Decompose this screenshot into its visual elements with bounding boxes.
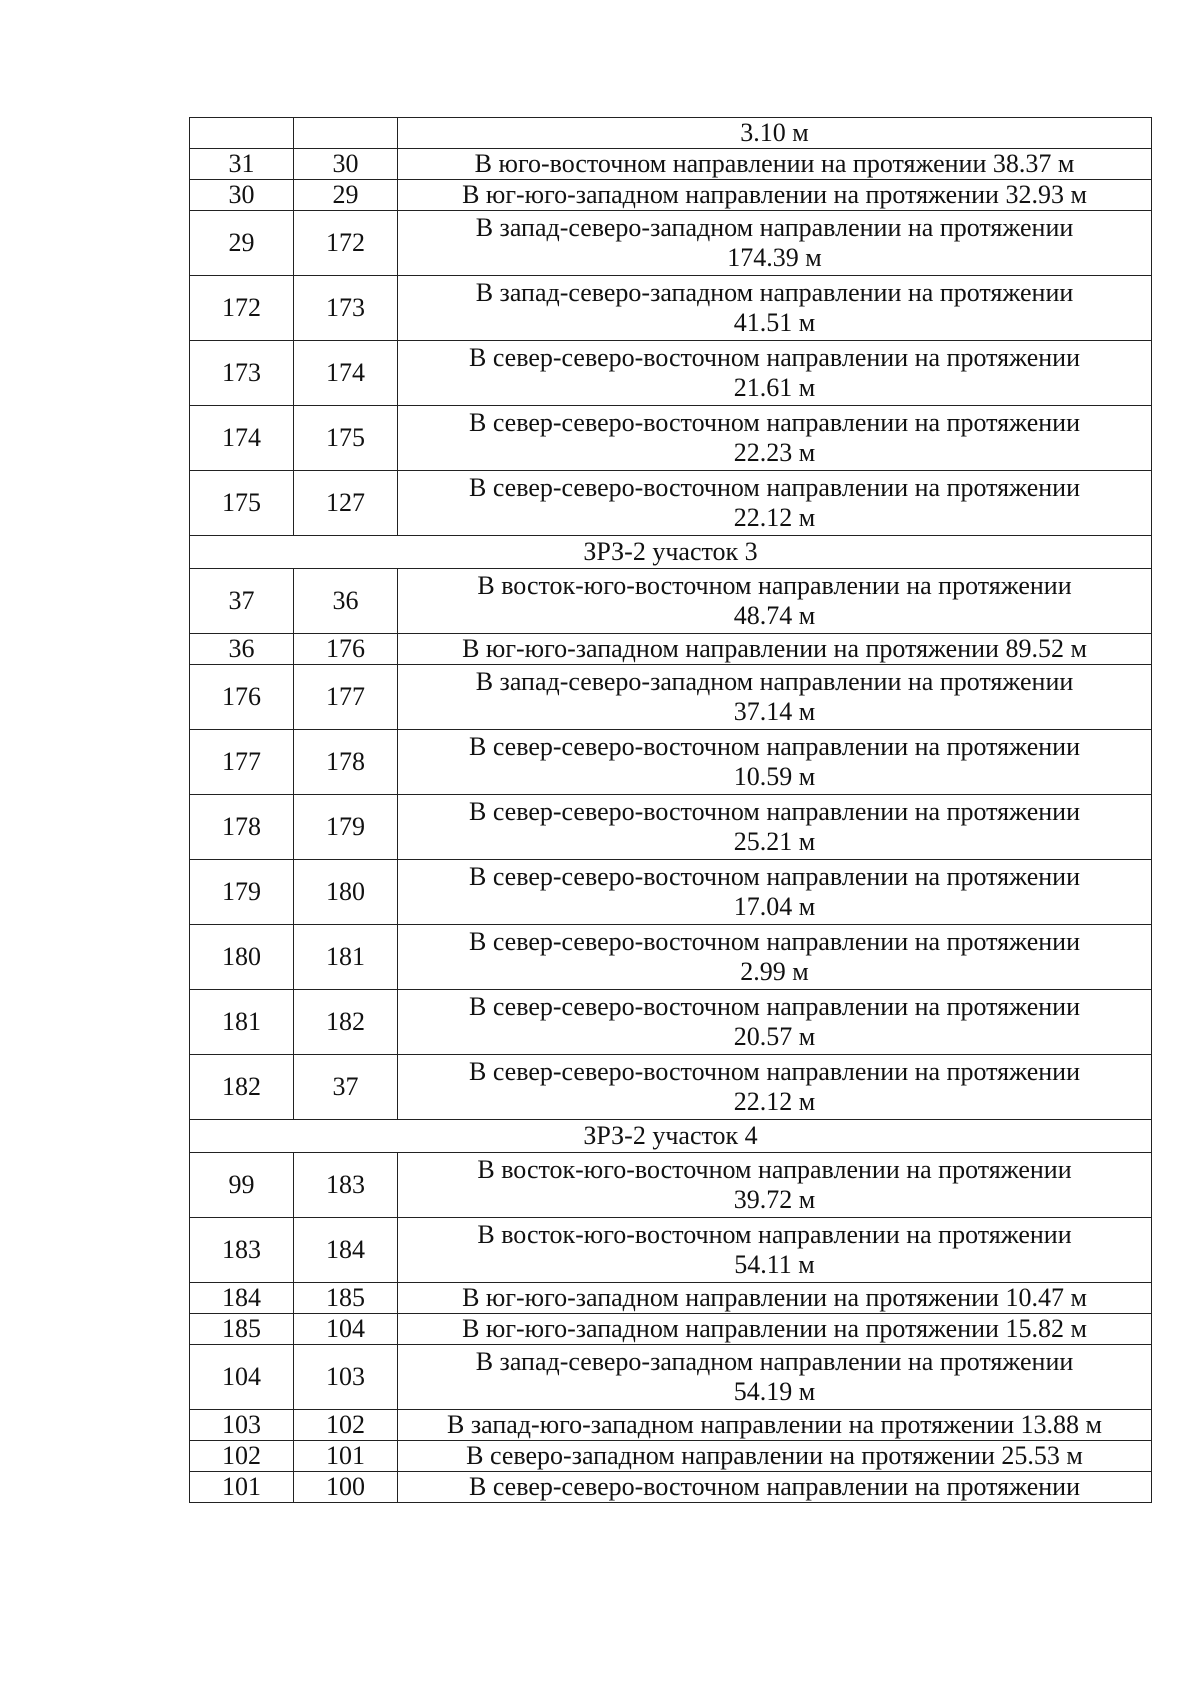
- table-row: [190, 860, 1152, 925]
- table-row: [190, 1218, 1152, 1283]
- boundary-description-cell: В север-северо-восточном направлении на протяжении: [398, 1472, 1152, 1503]
- section-title: ЗРЗ-2 участок 4: [190, 1120, 1152, 1153]
- to-point-cell: 184: [294, 1218, 398, 1283]
- table-row: [190, 149, 1152, 180]
- to-point-cell: [294, 118, 398, 149]
- table-row: [190, 1153, 1152, 1218]
- boundary-description-cell: 3.10 м: [398, 118, 1152, 149]
- from-point-cell: [190, 118, 294, 149]
- to-point-cell: 174: [294, 341, 398, 406]
- table-row: [190, 569, 1152, 634]
- to-point-cell: 102: [294, 1410, 398, 1441]
- to-point-cell: 175: [294, 406, 398, 471]
- table-row: [190, 1410, 1152, 1441]
- boundary-description-cell: В север-северо-восточном направлении на протяжении 21.61 м: [398, 341, 1152, 406]
- from-point-cell: 36: [190, 634, 294, 665]
- to-point-cell: 172: [294, 211, 398, 276]
- from-point-cell: 101: [190, 1472, 294, 1503]
- from-point-cell: 103: [190, 1410, 294, 1441]
- to-point-cell: 30: [294, 149, 398, 180]
- from-point-cell: 174: [190, 406, 294, 471]
- boundary-description-cell: В северо-западном направлении на протяжении 25.53 м: [398, 1441, 1152, 1472]
- table-row: [190, 276, 1152, 341]
- boundary-description-cell: В запад-юго-западном направлении на протяжении 13.88 м: [398, 1410, 1152, 1441]
- boundary-description-cell: В север-северо-восточном направлении на протяжении 20.57 м: [398, 990, 1152, 1055]
- from-point-cell: 176: [190, 665, 294, 730]
- to-point-cell: 176: [294, 634, 398, 665]
- section-header-row: [190, 1120, 1152, 1153]
- from-point-cell: 182: [190, 1055, 294, 1120]
- table-row: [190, 406, 1152, 471]
- to-point-cell: 177: [294, 665, 398, 730]
- boundary-description-cell: В юг-юго-западном направлении на протяжении 15.82 м: [398, 1314, 1152, 1345]
- from-point-cell: 31: [190, 149, 294, 180]
- table-row: [190, 990, 1152, 1055]
- from-point-cell: 183: [190, 1218, 294, 1283]
- to-point-cell: 101: [294, 1441, 398, 1472]
- boundary-description-cell: В север-северо-восточном направлении на протяжении 2.99 м: [398, 925, 1152, 990]
- from-point-cell: 172: [190, 276, 294, 341]
- from-point-cell: 104: [190, 1345, 294, 1410]
- boundary-description-cell: В запад-северо-западном направлении на протяжении 41.51 м: [398, 276, 1152, 341]
- boundary-description-cell: В север-северо-восточном направлении на протяжении 22.12 м: [398, 1055, 1152, 1120]
- from-point-cell: 184: [190, 1283, 294, 1314]
- table-row: [190, 341, 1152, 406]
- boundary-description-cell: В юг-юго-западном направлении на протяжении 32.93 м: [398, 180, 1152, 211]
- table-row: [190, 118, 1152, 149]
- table-row: [190, 795, 1152, 860]
- boundary-description-cell: В север-северо-восточном направлении на протяжении 22.12 м: [398, 471, 1152, 536]
- boundary-table: [189, 117, 1152, 1503]
- boundary-description-cell: В север-северо-восточном направлении на протяжении 22.23 м: [398, 406, 1152, 471]
- boundary-description-cell: В юг-юго-западном направлении на протяжении 10.47 м: [398, 1283, 1152, 1314]
- section-title: ЗРЗ-2 участок 3: [190, 536, 1152, 569]
- boundary-description-cell: В запад-северо-западном направлении на протяжении 37.14 м: [398, 665, 1152, 730]
- boundary-description-cell: В запад-северо-западном направлении на протяжении 174.39 м: [398, 211, 1152, 276]
- to-point-cell: 36: [294, 569, 398, 634]
- from-point-cell: 185: [190, 1314, 294, 1345]
- table-row: [190, 1283, 1152, 1314]
- to-point-cell: 173: [294, 276, 398, 341]
- table-row: [190, 180, 1152, 211]
- table-row: [190, 925, 1152, 990]
- table-row: [190, 1472, 1152, 1503]
- table-body: [190, 118, 1152, 1503]
- to-point-cell: 181: [294, 925, 398, 990]
- to-point-cell: 100: [294, 1472, 398, 1503]
- table-row: [190, 1055, 1152, 1120]
- from-point-cell: 179: [190, 860, 294, 925]
- section-header-row: [190, 536, 1152, 569]
- from-point-cell: 178: [190, 795, 294, 860]
- from-point-cell: 99: [190, 1153, 294, 1218]
- boundary-description-cell: В восток-юго-восточном направлении на протяжении 39.72 м: [398, 1153, 1152, 1218]
- to-point-cell: 180: [294, 860, 398, 925]
- to-point-cell: 103: [294, 1345, 398, 1410]
- boundary-description-cell: В юго-восточном направлении на протяжении 38.37 м: [398, 149, 1152, 180]
- to-point-cell: 182: [294, 990, 398, 1055]
- from-point-cell: 37: [190, 569, 294, 634]
- table-row: [190, 1345, 1152, 1410]
- table-row: [190, 1441, 1152, 1472]
- table-row: [190, 634, 1152, 665]
- to-point-cell: 29: [294, 180, 398, 211]
- table-row: [190, 211, 1152, 276]
- boundary-description-cell: В север-северо-восточном направлении на протяжении 10.59 м: [398, 730, 1152, 795]
- to-point-cell: 178: [294, 730, 398, 795]
- boundary-description-cell: В восток-юго-восточном направлении на протяжении 54.11 м: [398, 1218, 1152, 1283]
- to-point-cell: 104: [294, 1314, 398, 1345]
- table-row: [190, 1314, 1152, 1345]
- table-row: [190, 665, 1152, 730]
- boundary-description-cell: В юг-юго-западном направлении на протяжении 89.52 м: [398, 634, 1152, 665]
- from-point-cell: 175: [190, 471, 294, 536]
- to-point-cell: 183: [294, 1153, 398, 1218]
- from-point-cell: 102: [190, 1441, 294, 1472]
- to-point-cell: 179: [294, 795, 398, 860]
- to-point-cell: 37: [294, 1055, 398, 1120]
- table-row: [190, 730, 1152, 795]
- table-row: [190, 471, 1152, 536]
- boundary-description-cell: В запад-северо-западном направлении на протяжении 54.19 м: [398, 1345, 1152, 1410]
- boundary-description-cell: В север-северо-восточном направлении на протяжении 25.21 м: [398, 795, 1152, 860]
- from-point-cell: 29: [190, 211, 294, 276]
- boundary-description-cell: В север-северо-восточном направлении на протяжении 17.04 м: [398, 860, 1152, 925]
- from-point-cell: 173: [190, 341, 294, 406]
- boundary-description-cell: В восток-юго-восточном направлении на протяжении 48.74 м: [398, 569, 1152, 634]
- to-point-cell: 185: [294, 1283, 398, 1314]
- from-point-cell: 30: [190, 180, 294, 211]
- from-point-cell: 180: [190, 925, 294, 990]
- from-point-cell: 181: [190, 990, 294, 1055]
- to-point-cell: 127: [294, 471, 398, 536]
- from-point-cell: 177: [190, 730, 294, 795]
